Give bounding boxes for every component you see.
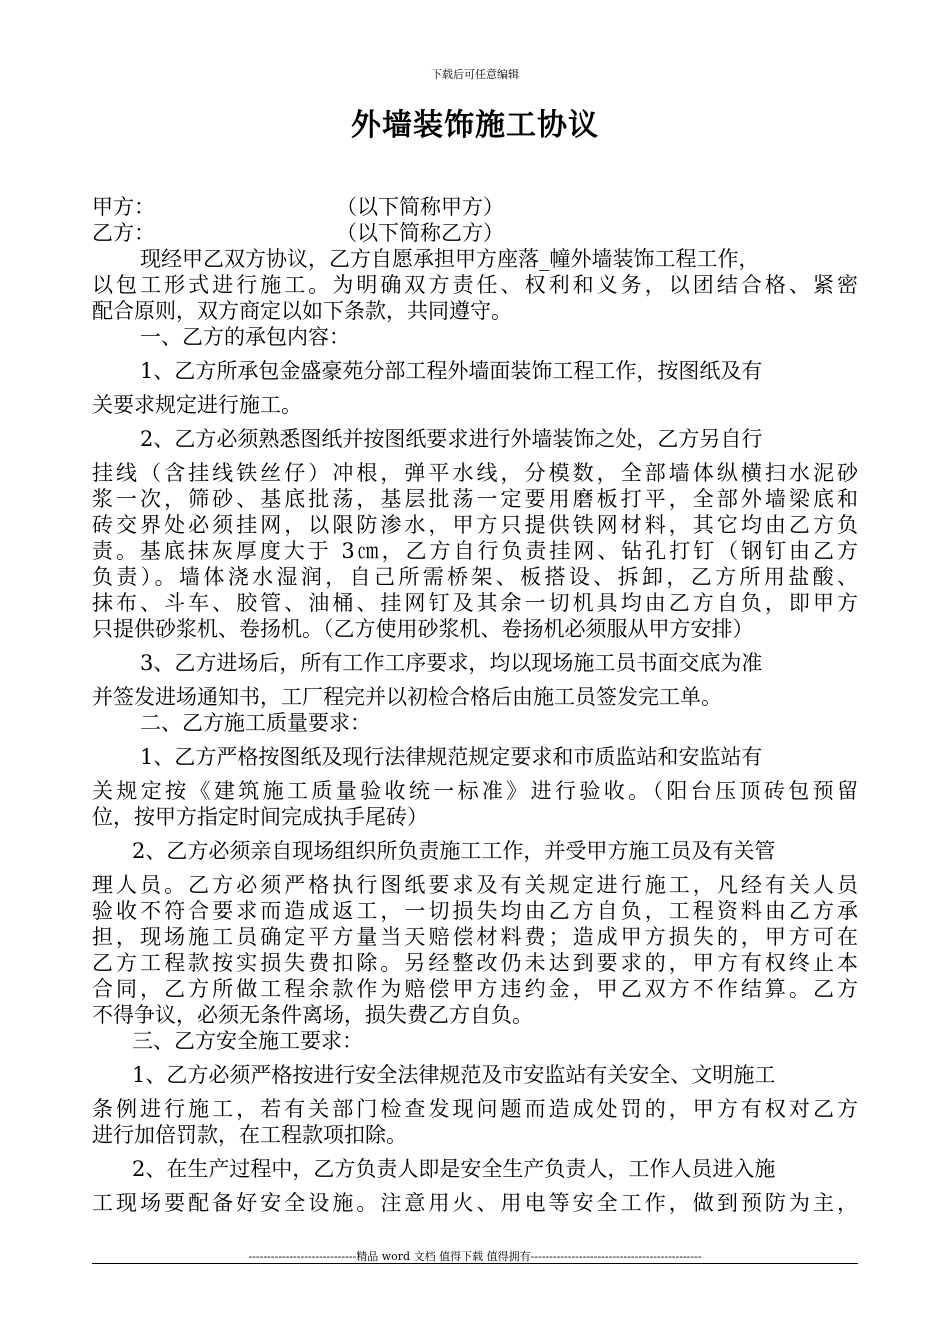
party-a-note: （以下简称甲方） [336, 195, 504, 219]
party-b-label: 乙方： [92, 221, 155, 245]
paragraph-line: 合同，乙方所做工程余款作为赔偿甲方违约金，甲乙双方不作结算。乙方 [92, 977, 858, 1001]
paragraph-line: 1、乙方必须严格按进行安全法律规范及市安监站有关安全、文明施工 [132, 1063, 776, 1087]
paragraph-line: 1、乙方严格按图纸及现行法律规范规定要求和市质监站和安监站有 [140, 745, 763, 769]
paragraph-line: 以包工形式进行施工。为明确双方责任、权利和义务，以团结合格、紧密 [92, 273, 858, 297]
paragraph-line: 砖交界处必须挂网，以限防渗水，甲方只提供铁网材料，其它均由乙方负 [92, 513, 858, 537]
paragraph-line: 关要求规定进行施工。 [92, 393, 302, 417]
paragraph-line: 浆一次，筛砂、基底批荡，基层批荡一定要用磨板打平，全部外墙梁底和 [92, 487, 858, 511]
paragraph-line: 2、乙方必须亲自现场组织所负责施工工作，并受甲方施工员及有关管 [132, 839, 776, 863]
section-heading: 二、乙方施工质量要求： [140, 711, 371, 735]
paragraph-line: 工现场要配备好安全设施。注意用火、用电等安全工作，做到预防为主， [92, 1191, 858, 1215]
party-b-note: （以下简称乙方） [336, 221, 504, 245]
footer-divider [92, 1263, 858, 1264]
paragraph-line: 验收不符合要求而造成返工，一切损失均由乙方自负，工程资料由乙方承 [92, 899, 858, 923]
paragraph-line: 进行加倍罚款，在工程款项扣除。 [92, 1123, 407, 1147]
paragraph-line: 2、在生产过程中，乙方负责人即是安全生产负责人，工作人员进入施 [132, 1157, 776, 1181]
footer-note: -----------------------------精品 word 文档 值得下载 值得拥有---------------------------------------------- [248, 1250, 702, 1263]
paragraph-line: 担，现场施工员确定平方量当天赔偿材料费；造成甲方损失的，甲方可在 [92, 925, 858, 949]
paragraph-line: 2、乙方必须熟悉图纸并按图纸要求进行外墙装饰之处，乙方另自行 [140, 427, 763, 451]
party-a-line [92, 194, 858, 220]
paragraph-line: 现经甲乙双方协议，乙方自愿承担甲方座落_幢外墙装饰工程工作， [140, 247, 760, 271]
paragraph-line: 抹布、斗车、胶管、油桶、挂网钉及其余一切机具均由乙方自负，即甲方 [92, 591, 858, 615]
paragraph-line: 挂线（含挂线铁丝仔）冲根，弹平水线，分模数，全部墙体纵横扫水泥砂 [92, 461, 858, 485]
header-note: 下载后可任意编辑 [431, 68, 519, 81]
paragraph-line: 条例进行施工，若有关部门检查发现问题而造成处罚的，甲方有权对乙方 [92, 1097, 858, 1121]
paragraph-line: 只提供砂浆机、卷扬机。（乙方使用砂浆机、卷扬机必须服从甲方安排） [92, 617, 754, 641]
paragraph-line: 1、乙方所承包金盛豪苑分部工程外墙面装饰工程工作，按图纸及有 [140, 359, 763, 383]
paragraph-line: 责。基底抹灰厚度大于 3㎝，乙方自行负责挂网、钻孔打钉（钢钉由乙方 [92, 539, 858, 563]
party-b-line [92, 220, 858, 246]
paragraph-line: 3、乙方进场后，所有工作工序要求，均以现场施工员书面交底为准 [140, 651, 763, 675]
document-title: 外墙装饰施工协议 [351, 108, 599, 143]
document-body [92, 194, 858, 1216]
paragraph-line: 并签发进场通知书，工厂程完并以初检合格后由施工员签发完工单。 [92, 685, 722, 709]
paragraph-line: 关规定按《建筑施工质量验收统一标准》进行验收。（阳台压顶砖包预留 [92, 779, 858, 803]
section-heading: 一、乙方的承包内容： [140, 325, 350, 349]
section-heading: 三、乙方安全施工要求： [132, 1029, 363, 1053]
paragraph-line: 不得争议，必须无条件离场，损失费乙方自负。 [92, 1003, 533, 1027]
paragraph-line: 位，按甲方指定时间完成执手尾砖） [92, 805, 428, 829]
party-a-label: 甲方： [92, 195, 155, 219]
paragraph-line: 配合原则，双方商定以如下条款，共同遵守。 [92, 299, 512, 323]
paragraph-line: 负责）。墙体浇水湿润，自己所需桥架、板搭设、拆卸，乙方所用盐酸、 [92, 565, 858, 589]
paragraph-line: 理人员。乙方必须严格执行图纸要求及有关规定进行施工，凡经有关人员 [92, 873, 858, 897]
paragraph-line: 乙方工程款按实损失费扣除。另经整改仍未达到要求的，甲方有权终止本 [92, 951, 858, 975]
